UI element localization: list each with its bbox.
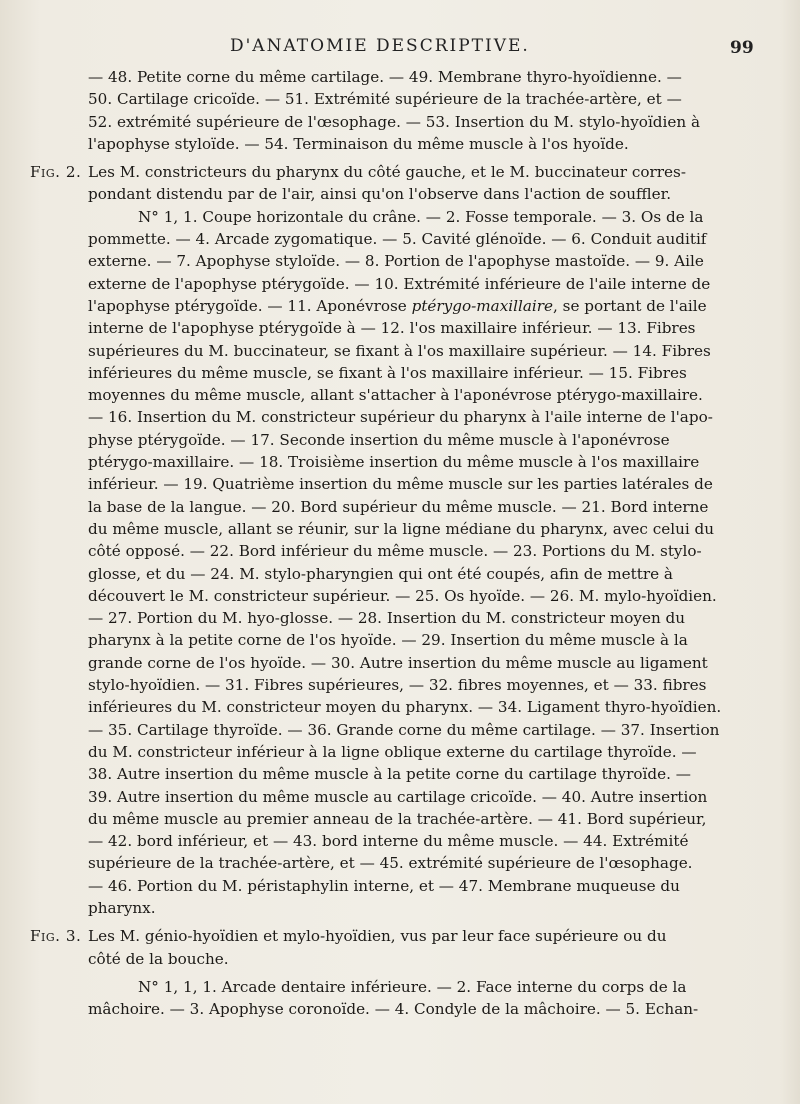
text-line: l'apophyse ptérygoïde. — 11. Aponévrose ptérygo-maxillaire, se portant de l'aile <box>88 296 707 315</box>
text-line: 50. Cartilage cricoïde. — 51. Extrémité supérieure de la trachée-artère, et — <box>88 90 682 109</box>
text-line: — 46. Portion du M. péristaphylin interne, et — 47. Membrane muqueuse du <box>88 876 680 895</box>
text-line: N° 1, 1. Coupe horizontale du crâne. — 2. Fosse temporale. — 3. Os de la <box>138 207 704 226</box>
italic-term: ptérygo-maxillaire <box>411 296 553 315</box>
text-line: supérieures du M. buccinateur, se fixant à l'os maxillaire supérieur. — 14. Fibres <box>88 341 711 360</box>
text-line: l'apophyse styloïde. — 54. Terminaison du même muscle à l'os hyoïde. <box>88 134 629 153</box>
text-line: pommette. — 4. Arcade zygomatique. — 5. Cavité glénoïde. — 6. Conduit auditif <box>88 230 707 249</box>
text-line: du même muscle au premier anneau de la trachée-artère. — 41. Bord supérieur, <box>88 809 707 828</box>
text-line: côté de la bouche. <box>88 949 229 968</box>
text-line: pharynx. <box>88 898 156 917</box>
text-line: — 27. Portion du M. hyo-glosse. — 28. Insertion du M. constricteur moyen du <box>88 609 686 628</box>
text-line <box>30 925 770 947</box>
page-header <box>0 36 800 60</box>
text-line: mâchoire. — 3. Apophyse coronoïde. — 4. Condyle de la mâchoire. — 5. Echan- <box>88 1000 699 1019</box>
text-line: inférieures du M. constricteur moyen du pharynx. — 34. Ligament thyro-hyoïdien. <box>88 698 722 717</box>
text-line: la base de la langue. — 20. Bord supérieur du même muscle. — 21. Bord interne <box>88 497 709 516</box>
text-line: pharynx à la petite corne de l'os hyoïde. — 29. Insertion du même muscle à la <box>88 631 688 650</box>
caption-text: Les M. génio-hyoïdien et mylo-hyoïdien, vus par leur face supérieure ou du <box>88 927 667 946</box>
text-line: grande corne de l'os hyoïde. — 30. Autre insertion du même muscle au ligament <box>88 653 708 672</box>
figure-label: Fig. 3. <box>30 927 82 946</box>
running-title: D'ANATOMIE DESCRIPTIVE. <box>230 36 530 56</box>
text-line: 39. Autre insertion du même muscle au cartilage cricoïde. — 40. Autre insertion <box>88 787 708 806</box>
text-line: — 42. bord inférieur, et — 43. bord interne du même muscle. — 44. Extrémité <box>88 832 689 851</box>
text-line: glosse, et du — 24. M. stylo-pharyngien qui ont été coupés, afin de mettre à <box>88 564 673 583</box>
text-line: N° 1, 1, 1. Arcade dentaire inférieure. — 2. Face interne du corps de la <box>138 977 687 996</box>
page-number: 99 <box>730 38 754 58</box>
caption-text: Les M. constricteurs du pharynx du côté gauche, et le M. buccinateur corres- <box>88 163 686 182</box>
text-line: 38. Autre insertion du même muscle à la petite corne du cartilage thyroïde. — <box>88 765 691 784</box>
body-text <box>30 66 770 1020</box>
text-line: découvert le M. constricteur supérieur. — 25. Os hyoïde. — 26. M. mylo-hyoïdien. <box>88 586 717 605</box>
text-line: inférieures du même muscle, se fixant à l'os maxillaire inférieur. — 15. Fibres <box>88 363 687 382</box>
text-line: — 48. Petite corne du même cartilage. — 49. Membrane thyro-hyoïdienne. — <box>88 68 682 86</box>
text-line: ptérygo-maxillaire. — 18. Troisième insertion du même muscle à l'os maxillaire <box>88 453 700 472</box>
text-line: 52. extrémité supérieure de l'œsophage. — 53. Insertion du M. stylo-hyoïdien à <box>88 112 701 131</box>
text-line: externe de l'apophyse ptérygoïde. — 10. Extrémité inférieure de l'aile interne de <box>88 274 711 293</box>
text-line <box>30 161 770 183</box>
figure-label: Fig. 2. <box>30 163 82 182</box>
text-line: interne de l'apophyse ptérygoïde à — 12. l'os maxillaire inférieur. — 13. Fibres <box>88 319 696 338</box>
text-line: du M. constricteur inférieur à la ligne oblique externe du cartilage thyroïde. — <box>88 742 697 761</box>
text-line: pondant distendu par de l'air, ainsi qu'on l'observe dans l'action de souffler. <box>88 185 672 204</box>
text-line: physe ptérygoïde. — 17. Seconde insertion du même muscle à l'aponévrose <box>88 430 670 449</box>
text-line: — 16. Insertion du M. constricteur supérieur du pharynx à l'aile interne de l'apo- <box>88 408 713 427</box>
text-line: stylo-hyoïdien. — 31. Fibres supérieures, — 32. fibres moyennes, et — 33. fibres <box>88 676 707 695</box>
text-line: moyennes du même muscle, allant s'attacher à l'aponévrose ptérygo-maxillaire. <box>88 386 703 405</box>
text-line: externe. — 7. Apophyse styloïde. — 8. Portion de l'apophyse mastoïde. — 9. Aile <box>88 252 704 271</box>
text-line: inférieur. — 19. Quatrième insertion du même muscle sur les parties latérales de <box>88 475 713 494</box>
text-line: — 35. Cartilage thyroïde. — 36. Grande corne du même cartilage. — 37. Insertion <box>88 720 720 739</box>
text-line: côté opposé. — 22. Bord inférieur du même muscle. — 23. Portions du M. stylo- <box>88 542 702 561</box>
text-line: supérieure de la trachée-artère, et — 45. extrémité supérieure de l'œsophage. <box>88 854 693 873</box>
text-line: du même muscle, allant se réunir, sur la ligne médiane du pharynx, avec celui du <box>88 519 715 538</box>
